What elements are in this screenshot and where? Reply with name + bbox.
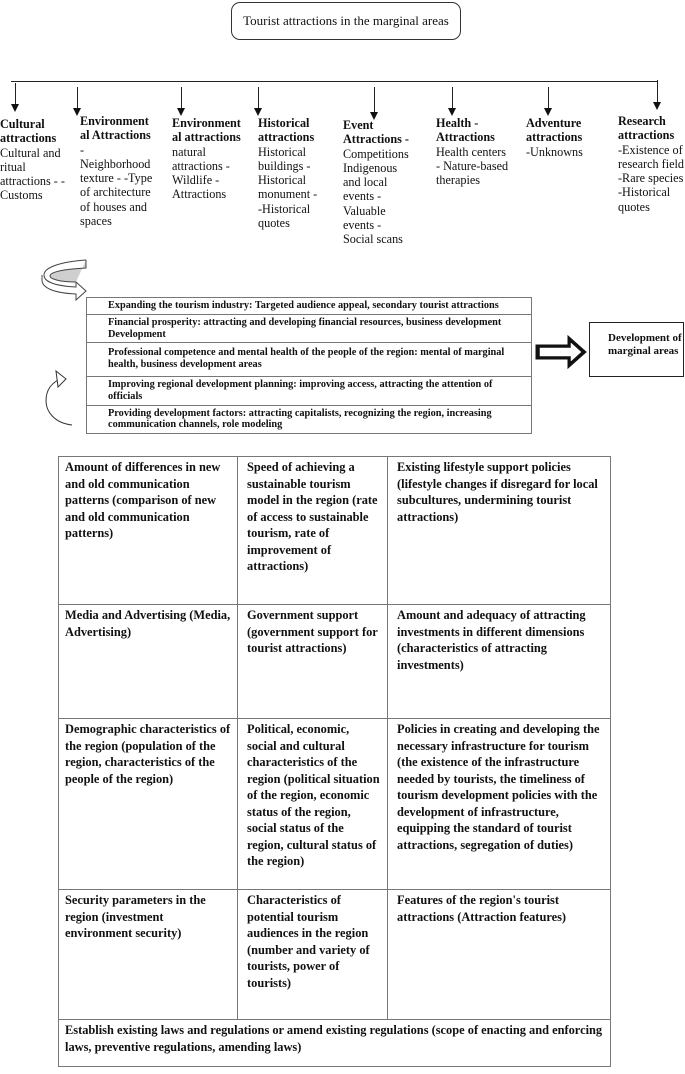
benefit-cell: Financial prosperity: attracting and developing financial resources, business development Development [87, 314, 532, 343]
factor-cell: Features of the region's tourist attractions (Attraction features) [388, 890, 611, 1020]
horizontal-connector-line [11, 81, 657, 82]
factor-cell: Security parameters in the region (investment environment security) [59, 890, 238, 1020]
benefit-row [87, 343, 532, 377]
factor-row [59, 457, 611, 605]
category-heading: Adventure attractions [526, 116, 583, 145]
factor-cell: Characteristics of potential tourism audiences in the region (number and variety of tourists, power of tourists) [238, 890, 388, 1020]
arrow-down-icon [11, 104, 19, 112]
category-heading: Health - Attractions [436, 116, 495, 145]
factor-row [59, 719, 611, 890]
outcome-label: Development of marginal areas [608, 332, 682, 357]
category-detail: Competitions Indigenous and local events - Valuable events - Social scans [343, 146, 409, 247]
category-health [436, 116, 510, 187]
category-detail: -Unknowns [526, 144, 583, 159]
category-detail: Historical buildings - Historical monument - -Historical quotes [258, 144, 318, 231]
category-event [343, 118, 413, 247]
connector-line-event [374, 87, 375, 112]
factor-footer-cell: Establish existing laws and regulations or amend existing regulations (scope of enacting and enforcing laws, preventive regulations, amending laws) [59, 1020, 611, 1067]
arrow-down-icon [544, 108, 552, 116]
category-detail: - Neighborhood texture - -Type of architecture of houses and spaces [80, 142, 153, 229]
benefit-row [87, 405, 532, 434]
benefit-cell: Expanding the tourism industry: Targeted audience appeal, secondary tourist attractions [87, 298, 532, 315]
category-environmental-2 [172, 116, 248, 202]
category-heading: Environment al Attractions [80, 114, 151, 143]
block-arrow-right-icon [532, 334, 590, 370]
benefit-row [87, 314, 532, 343]
factor-cell: Existing lifestyle support policies (lifestyle changes if disregard for local subcultures, undermining tourist attractions) [388, 457, 611, 605]
connector-line-environmental-1 [77, 87, 78, 108]
benefit-cell: Improving regional development planning: improving access, attracting the attention of officials [87, 376, 532, 405]
connector-line-cultural [15, 83, 16, 104]
category-detail: -Existence of research field -Rare species -Historical quotes [618, 142, 684, 214]
benefit-row [87, 376, 532, 405]
factor-cell: Amount and adequacy of attracting investments in different dimensions (characteristics of attracting investments) [388, 605, 611, 719]
factor-cell: Political, economic, social and cultural characteristics of the region (political situation of the region, economic status of the region, social status of the region, cultural status of the region) [238, 719, 388, 890]
factor-footer-row [59, 1020, 611, 1067]
connector-line-health [452, 87, 453, 108]
category-detail: Cultural and ritual attractions - -Customs [0, 145, 65, 203]
category-detail: natural attractions - Wildlife - Attractions [172, 144, 230, 202]
benefits-table [86, 297, 532, 434]
connector-line-environmental-2 [181, 87, 182, 108]
category-detail: Health centers - Nature-based therapies [436, 144, 509, 188]
category-research [618, 114, 685, 214]
category-environmental-1 [80, 114, 156, 228]
arrow-down-icon [177, 108, 185, 116]
arrow-down-icon [448, 108, 456, 116]
category-adventure [526, 116, 588, 159]
category-historical [258, 116, 324, 230]
factor-cell: Government support (government support for tourist attractions) [238, 605, 388, 719]
connector-line-research [657, 80, 658, 102]
factor-row [59, 605, 611, 719]
arrow-down-icon [254, 108, 262, 116]
curved-return-arrow-icon [44, 367, 80, 427]
arrow-down-icon [653, 102, 661, 110]
outcome-box [589, 322, 684, 377]
diagram-title: Tourist attractions in the marginal areas [243, 13, 449, 28]
connector-line-historical [258, 87, 259, 108]
category-heading: Historical attractions [258, 116, 315, 145]
category-cultural [0, 117, 66, 203]
factor-cell: Policies in creating and developing the necessary infrastructure for tourism (the existence of the infrastructure needed by tourists, the timeliness of tourism development policies with the development of infrastructure, equipping the standard of tourist attractions, segregation of duties) [388, 719, 611, 890]
factor-cell: Media and Advertising (Media, Advertising) [59, 605, 238, 719]
factor-row [59, 890, 611, 1020]
category-heading: Research attractions [618, 114, 675, 143]
connector-line-adventure [548, 87, 549, 108]
factor-cell: Amount of differences in new and old communication patterns (comparison of new and old communication patterns) [59, 457, 238, 605]
benefit-cell: Professional competence and mental health of the people of the region: mental of marginal health, business development areas [87, 343, 532, 377]
factors-table [58, 456, 611, 1067]
factor-cell: Demographic characteristics of the region (population of the region, characteristics of the people of the region) [59, 719, 238, 890]
category-heading: Environment al attractions [172, 116, 241, 145]
factor-cell: Speed of achieving a sustainable tourism model in the region (rate of access to sustainable tourism, rate of improvement of attractions) [238, 457, 388, 605]
benefit-row [87, 298, 532, 315]
category-heading: Cultural attractions [0, 117, 57, 146]
benefit-cell: Providing development factors: attracting capitalists, recognizing the region, increasing communication channels, role modeling [87, 405, 532, 434]
category-heading: Event Attractions - [343, 118, 409, 147]
diagram-title-box [231, 2, 461, 40]
